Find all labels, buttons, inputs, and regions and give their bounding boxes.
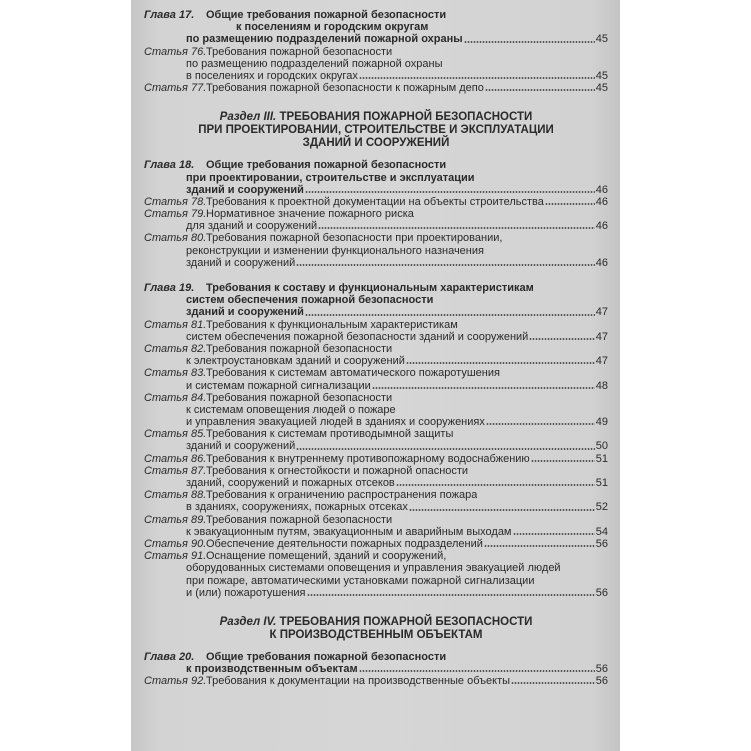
article-label: Статья 76. [144, 45, 207, 58]
article-80[interactable]: Статья 80. Требования пожарной безопасности при проектировании, [144, 232, 503, 245]
leader-dots [464, 41, 595, 43]
leader-dots [296, 264, 594, 266]
page-number: 56 [595, 586, 608, 599]
page-number: 56 [595, 537, 608, 550]
leader-dots [531, 460, 595, 462]
article-label: Статья 91. [144, 550, 207, 563]
article-label: Статья 80. [144, 232, 207, 245]
section-3-heading[interactable]: Раздел III. ТРЕБОВАНИЯ ПОЖАРНОЙ БЕЗОПАСНОСТИ [219, 111, 533, 124]
article-88-last[interactable]: в зданиях, сооружениях, пожарных отсеках 52 [186, 501, 608, 514]
leader-dots [486, 423, 595, 425]
chapter-17-title-cont[interactable]: к поселениям и городским округам [236, 21, 429, 34]
article-76[interactable]: Статья 76. Требования пожарной безопасности [144, 45, 393, 58]
leader-dots [372, 387, 595, 389]
leader-dots [296, 448, 594, 450]
article-79[interactable]: Статья 79. Нормативное значение пожарного риска [144, 208, 414, 221]
chapter-19-title[interactable]: Глава 19. Требования к составу и функциональным характеристикам [144, 282, 534, 294]
page-number: 54 [595, 525, 608, 538]
section-3-heading-line2: ПРИ ПРОЕКТИРОВАНИИ, СТРОИТЕЛЬСТВЕ И ЭКСПЛУАТАЦИИ [198, 124, 554, 137]
chapter-18-title-cont[interactable]: при проектировании, строительстве и эксплуатации [186, 171, 475, 184]
page-number: 47 [595, 355, 608, 368]
article-77[interactable]: Статья 77. Требования пожарной безопасности к пожарным депо 45 [144, 82, 608, 95]
page-number: 50 [595, 440, 608, 453]
article-83-last[interactable]: и системам пожарной сигнализации 48 [186, 379, 608, 392]
chapter-18-title[interactable]: Глава 18. Общие требования пожарной безопасности [144, 159, 447, 172]
article-84[interactable]: Статья 84. Требования пожарной безопасности [144, 391, 393, 404]
article-label: Статья 86. [144, 452, 207, 465]
table-of-contents [144, 9, 608, 687]
leader-dots [359, 670, 595, 672]
page-number: 49 [595, 416, 608, 429]
chapter-label: Глава 18. [144, 159, 195, 172]
article-label: Статья 90. [144, 537, 207, 550]
article-label: Статья 92. [144, 675, 207, 688]
article-label: Статья 87. [144, 464, 207, 477]
article-91[interactable]: Статья 91. Оснащение помещений, зданий и сооружений, [144, 550, 447, 563]
chapter-20-title-last[interactable]: к производственным объектам 56 [186, 663, 608, 676]
leader-dots [484, 545, 595, 547]
chapter-19-title-last[interactable]: зданий и сооружений 47 [186, 306, 608, 319]
article-87[interactable]: Статья 87. Требования к огнестойкости и пожарной опасности [144, 464, 469, 477]
article-label: Статья 79. [144, 208, 207, 221]
article-82[interactable]: Статья 82. Требования пожарной безопасности [144, 342, 393, 355]
page-number: 46 [595, 195, 608, 208]
page-number: 45 [595, 69, 608, 82]
article-87-last[interactable]: зданий, сооружений и пожарных отсеков 51 [186, 477, 608, 489]
article-81[interactable]: Статья 81. Требования к функциональным характеристикам [144, 318, 458, 331]
article-92[interactable]: Статья 92. Требования к документации на производственные объекты 56 [144, 675, 608, 688]
article-83[interactable]: Статья 83. Требования к системам автоматического пожаротушения [144, 367, 500, 380]
article-label: Статья 84. [144, 391, 207, 404]
leader-dots [409, 509, 595, 511]
section-4-heading[interactable]: Раздел IV. ТРЕБОВАНИЯ ПОЖАРНОЙ БЕЗОПАСНОСТИ [219, 615, 533, 628]
article-84-cont[interactable]: к системам оповещения людей о пожаре [186, 403, 396, 416]
article-81-last[interactable]: систем обеспечения пожарной безопасности зданий и сооружений 47 [186, 330, 608, 343]
leader-dots [305, 314, 595, 316]
page-number: 52 [595, 501, 608, 514]
article-label: Статья 89. [144, 513, 207, 526]
leader-dots [305, 191, 595, 193]
leader-dots [529, 338, 594, 340]
article-85[interactable]: Статья 85. Требования к системам противодымной защиты [144, 428, 454, 441]
article-78[interactable]: Статья 78. Требования к проектной документации на объекты строительства 46 [144, 195, 608, 208]
chapter-label: Глава 17. [144, 9, 195, 21]
article-label: Статья 82. [144, 342, 207, 355]
article-91-cont2[interactable]: при пожаре, автоматическими установками пожарной сигнализации [186, 574, 535, 587]
article-80-cont[interactable]: реконструкции и изменении функционального назначения [186, 244, 484, 257]
article-label: Статья 88. [144, 489, 207, 502]
article-91-last[interactable]: и (или) пожаротушения 56 [186, 586, 608, 599]
leader-dots [513, 533, 595, 535]
page-number: 56 [595, 675, 608, 688]
article-90[interactable]: Статья 90. Обеспечение деятельности пожарных подразделений 56 [144, 537, 608, 550]
section-3-heading-line3: ЗДАНИЙ И СООРУЖЕНИЙ [302, 137, 450, 150]
page-number: 45 [595, 82, 608, 95]
chapter-20-title[interactable]: Глава 20. Общие требования пожарной безопасности [144, 650, 447, 663]
article-82-last[interactable]: к электроустановкам зданий и сооружений 47 [186, 355, 608, 368]
page-number: 47 [595, 306, 608, 319]
article-91-cont[interactable]: оборудованных системами оповещения и управления эвакуацией людей [186, 562, 561, 575]
page-number: 48 [595, 379, 608, 392]
chapter-19-title-cont[interactable]: систем обеспечения пожарной безопасности [186, 294, 434, 307]
page-number: 46 [595, 183, 608, 196]
article-76-last[interactable]: в поселениях и городских округах 45 [186, 69, 608, 82]
page-number: 56 [595, 663, 608, 676]
leader-dots [307, 594, 595, 596]
section-4-heading-line2: К ПРОИЗВОДСТВЕННЫМ ОБЪЕКТАМ [269, 628, 483, 641]
leader-dots [406, 362, 595, 364]
page-number: 51 [595, 452, 608, 465]
page-number: 47 [595, 330, 608, 343]
article-80-last[interactable]: зданий и сооружений 46 [186, 256, 608, 269]
page-number: 51 [595, 477, 608, 489]
chapter-17-title-last[interactable]: по размещению подразделений пожарной охраны 45 [186, 33, 608, 46]
article-label: Статья 83. [144, 367, 207, 380]
page-number: 46 [595, 256, 608, 269]
article-85-last[interactable]: зданий и сооружений 50 [186, 440, 608, 453]
leader-dots [511, 682, 595, 684]
book-page [131, 0, 620, 751]
leader-dots [318, 227, 595, 229]
article-88[interactable]: Статья 88. Требования к ограничению распространения пожара [144, 489, 478, 502]
leader-dots [359, 77, 595, 79]
leader-dots [545, 203, 595, 205]
article-label: Статья 77. [144, 82, 207, 95]
chapter-label: Глава 19. [144, 282, 195, 294]
article-84-last[interactable]: и управления эвакуацией людей в зданиях и сооружениях 49 [186, 416, 608, 429]
article-89-last[interactable]: к эвакуационным путям, эвакуационным и аварийным выходам 54 [186, 525, 608, 538]
chapter-label: Глава 20. [144, 650, 195, 663]
chapter-18-title-last[interactable]: зданий и сооружений 46 [186, 183, 608, 196]
article-label: Статья 78. [144, 195, 207, 208]
page-number: 46 [595, 220, 608, 233]
leader-dots [485, 89, 595, 91]
article-79-last[interactable]: для зданий и сооружений 46 [186, 220, 608, 233]
leader-dots [396, 484, 595, 486]
article-label: Статья 81. [144, 318, 207, 331]
article-label: Статья 85. [144, 428, 207, 441]
article-76-cont[interactable]: по размещению подразделений пожарной охраны [186, 57, 443, 70]
article-86[interactable]: Статья 86. Требования к внутреннему противопожарному водоснабжению 51 [144, 452, 608, 465]
page-number: 45 [595, 33, 608, 46]
chapter-17-title[interactable]: Глава 17. Общие требования пожарной безопасности [144, 9, 447, 21]
article-89[interactable]: Статья 89. Требования пожарной безопасности [144, 513, 393, 526]
